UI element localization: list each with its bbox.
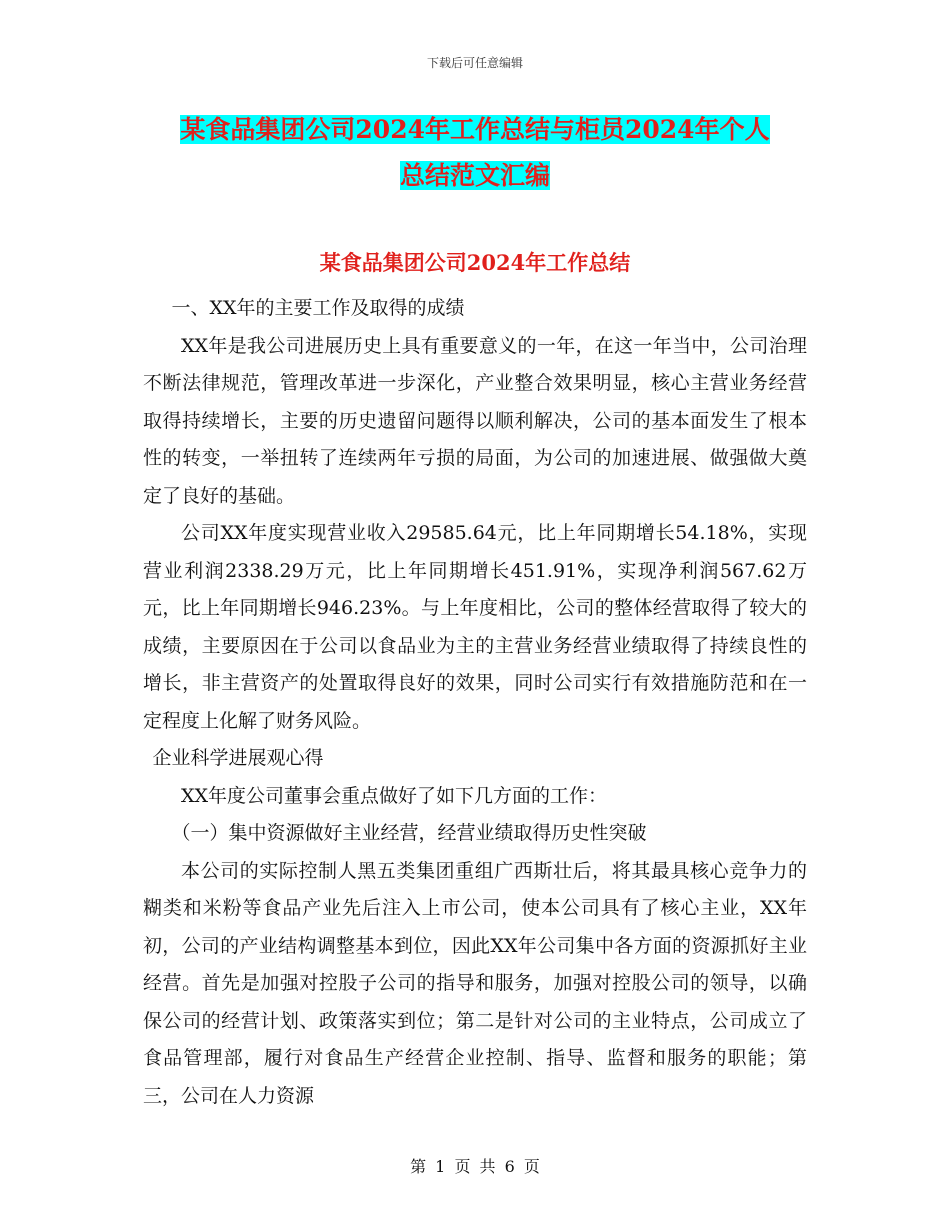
paragraph-overview: XX年是我公司进展历史上具有重要意义的一年，在这一年当中，公司治理不断法律规范，管理改革进一步深化，产业整合效果明显，核心主营业务经营取得持续增长，主要的历史遗留问题得以顺利解决，公司的基本面发生了根本性的转变，一举扭转了连续两年亏损的局面，为公司的加速进展、做强做大奠定了良好的基础。	[143, 334, 807, 507]
inline-note: 企业科学进展观心得	[152, 747, 324, 769]
document-title-line-1: 某食品集团公司2024年工作总结与柜员2024年个人	[180, 115, 770, 144]
heading-main-work: 一、XX年的主要工作及取得的成绩	[171, 297, 465, 319]
paragraph-restructuring: 本公司的实际控制人黑五类集团重组广西斯壮后，将其最具核心竞争力的糊类和米粉等食品产业先后注入上市公司，使本公司具有了核心主业，XX年初，公司的产业结构调整基本到位，因此XX年公司集中各方面的资源抓好主业经营。首先是加强对控股子公司的指导和服务，加强对控股公司的领导，以确保公司的经营计划、政策落实到位；第二是针对公司的主业特点，公司成立了食品管理部，履行对食品生产经营企业控制、指导、监督和服务的职能；第三，公司在人力资源	[143, 859, 807, 1107]
subheading-resources: （一）集中资源做好主业经营，经营业绩取得历史性突破	[171, 822, 647, 844]
paragraph-board-work: XX年度公司董事会重点做好了如下几方面的工作：	[181, 784, 608, 807]
document-title	[140, 107, 810, 199]
page-footer: 第 1 页 共 6 页	[410, 1157, 540, 1176]
document-title-line-2: 总结范文汇编	[399, 161, 550, 190]
document-body	[143, 290, 807, 1115]
paragraph-financials: 公司XX年度实现营业收入29585.64元，比上年同期增长54.18%，实现营业利润2338.29万元，比上年同期增长451.91%，实现净利润567.62万元，比上年同期增长946.23%。与上年度相比，公司的整体经营取得了较大的成绩，主要原因在于公司以食品业为主的主营业务经营业绩取得了持续良性的增长，非主营资产的处置取得良好的效果，同时公司实行有效措施防范和在一定程度上化解了财务风险。	[143, 522, 807, 732]
page-header-note: 下载后可任意编辑	[426, 56, 523, 70]
section-title: 某食品集团公司2024年工作总结	[319, 250, 631, 275]
